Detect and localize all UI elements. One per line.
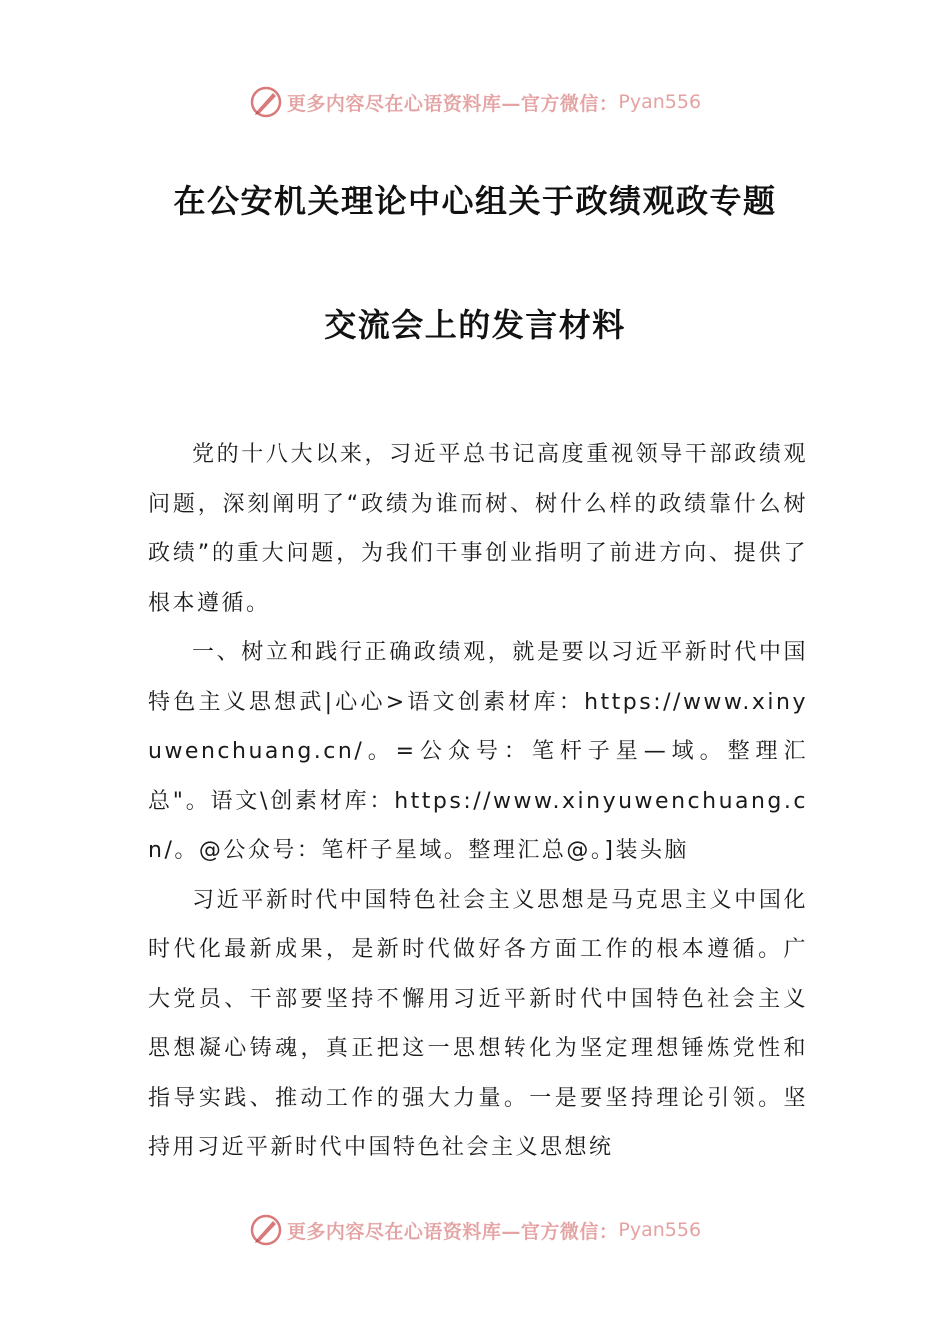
- document-body: [148, 430, 808, 1173]
- footer-banner-text: 更多内容尽在心语资料库—官方微信：: [286, 1220, 619, 1243]
- paragraph-intro: 党的十八大以来，习近平总书记高度重视领导干部政绩观问题，深刻阐明了“政绩为谁而树、树什么样的政绩靠什么树政绩”的重大问题，为我们干事创业指明了前进方向、提供了根本遵循。: [148, 442, 808, 616]
- pen-logo-icon: [249, 1213, 283, 1247]
- pen-logo-icon: [249, 85, 283, 119]
- footer-banner-wechat-id: Pyan556: [618, 1219, 702, 1241]
- paragraph-section-one: 一、树立和践行正确政绩观，就是要以习近平新时代中国特色主义思想武|心心>语文创素材库：https://www.xinyuwenchuang.cn/。=公众号：笔杆子星—域。整理汇总"。语文\创素材库：https://www.xinyuwenchuang.cn/。@公众号：笔杆子星域。整理汇总@。]装头脑: [148, 640, 808, 863]
- footer-banner: [0, 1210, 950, 1250]
- document-title-line-2: 交流会上的发言材料: [324, 306, 626, 344]
- header-banner-text: 更多内容尽在心语资料库—官方微信：: [286, 92, 619, 115]
- document-title-line-1: 在公安机关理论中心组关于政绩观政专题: [173, 182, 777, 220]
- paragraph-theory: 习近平新时代中国特色社会主义思想是马克思主义中国化时代化最新成果，是新时代做好各方面工作的根本遵循。广大党员、干部要坚持不懈用习近平新时代中国特色社会主义思想凝心铸魂，真正把这一思想转化为坚定理想锤炼党性和指导实践、推动工作的强大力量。一是要坚持理论引领。坚持用习近平新时代中国特色社会主义思想统: [148, 887, 808, 1160]
- header-banner-wechat-id: Pyan556: [618, 91, 702, 113]
- header-banner: [0, 82, 950, 122]
